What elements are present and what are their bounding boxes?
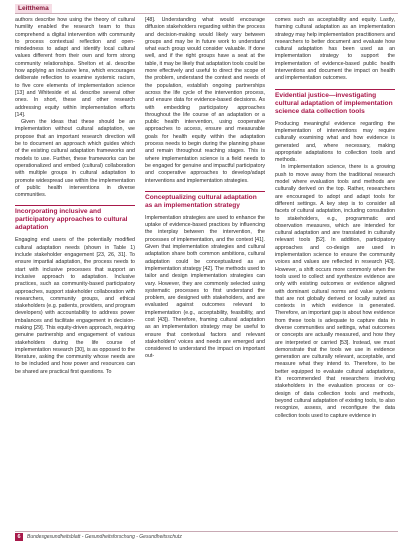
running-footer [0,531,413,543]
body-paragraph: Implementation strategies are used to enhance the uptake of evidence-based practices by influencing the interplay between the intervention, the processes of implementation, and the context [41]. Given that implementation strategies and cultural adaptation share both common ambitions, cultural adaptation could be conceptualized as an implementation strategy [42]. The methods used to tailor and design implementation strategies can vary. However, they are commonly selected using systematic processes to first understand the problem, are designed with stakeholders, and are evaluated against outcomes relevant to implementation (e.g., acceptability, feasibility, and cost [43]). Therefore, framing cultural adaptation as an implementation strategy may be useful to ensure that contextual factors and relevant stakeholders' voices and needs are emerged and considered to understand the impact on important out- [145,214,265,360]
body-paragraph: comes such as acceptability and equity. Lastly, framing cultural adaptation as an implementation strategy may help implementation practitioners and researchers to better document and evaluate how cultural adaptation has been used as an implementation strategy to support the implementation of evidence-based public health interventions and document the impact on health and implementation outcomes. [275,17,395,82]
column-middle [145,17,265,361]
body-paragraph: authors describe how using the theory of cultural humility enabled the research team to thus comprehend a digital intervention with community to process contextual reflection and open-mindedness to adapt and identify local cultural values different from their own and form strong community relationships. Shelton et al. describe how applying an inclusive lens, which encourages deliberate reflection to examine systemic racism, to five core elements of implementation science [13] and Whiteside et al. describe several other ones. In short, these and other research addressing equity within implementation efforts [14]. [15,17,135,118]
section-heading: Evidential justice—investigating cultural adaptation of implementation science data collection tools [275,89,395,118]
section-tag: Leitthema [15,4,52,13]
journal-name: Bundesgesundheitsblatt - Gesundheitsforschung - Gesundheitsschutz [27,534,182,540]
body-paragraph: In implementation science, there is a growing push to move away from the traditional research model where evaluation tools and methods are culturally derived on the top. Rather, researchers are encouraged to adopt and adapt tools for different settings. A key step is to consider all facets of cultural adaptation, including consultation to stakeholders, e.g., programmatic and observation measures, which are intended for cultural adaptation and are translated in culturally relevant tools [52]. In addition, participatory approaches and co-design are used in implementation science to ensure the community voices and values are reflected in research [43]. However, a shift occurs more commonly when the tools used to collect and synthesize evidence are only with existing outcomes or evidence aligned with dominant cultural norms and value systems that are not globally derived or locally suited as contexts in which evidence is generated. Therefore, an important gap is about how evidence from these tools is adequate to capture data in diverse communities and settings, what outcomes or concepts are actually measured, and how they are interpreted or carried [53]. Instead, we must demonstrate that the tools we use in evidence generation are culturally relevant, acceptable, and measure what they intend to. Therefore, to be better equipped to evaluate cultural adaptations, it's recommended that researchers involving stakeholders in the evaluation process or co-design of data collection tools and methods, beyond cultural adaptation of existing tools, to also recognize, assess, and reconfigure the data collection tools used to capture evidence in [275,164,395,419]
section-heading: Conceptualizing cultural adaptation as an implementation strategy [145,191,265,212]
body-paragraph: Given the ideas that these should be an implementation without cultural adaptation, we propose that an important research direction will be to document an approach which guides which of the existing cultural adaptation frameworks and models to use. Further, these frameworks can be operationalized and embed (cultural) collaboration with multiple groups in cultural adaptation to promote widespread use within the implementation of public health interventions in diverse communities. [15,119,135,199]
header-rule [15,13,398,14]
body-paragraph: [48]. Understanding what would encourage diffusion stakeholders regarding within the process and decision-making would likely vary between groups and may be in future work to understand what each group would consider valuable. If done well, and if the right groups have a seat at the table, it may be likely that adaptation tools could be more effectively and useful to direct the scope of the problem, understand the context and needs of the population, establish ongoing partnerships across the life cycle of the intervention process, and ensure data for evidence-based decisions. As with embedding participatory approaches throughout the life course of an adaptation or a public health intervention, using cooperative approaches to access, ensure and measurable goals for health equity within the adaptation process needs to begin during the planning phase and remain throughout reaching stages. This is where implementation science is a field needs to be engaged for genuine and impactful participatory and cooperative approaches to develop/adapt interventions and implementation strategies. [145,17,265,184]
section-heading: Incorporating inclusive and participatory approaches to cultural adaptation [15,205,135,234]
body-paragraph: Producing meaningful evidence regarding the implementation of interventions may require culturally examining what and how evidence is generated and, where necessary, making appropriate adaptations to collection tools and methods. [275,120,395,164]
footer-rule [15,531,398,532]
running-header [0,2,413,12]
page-number: 6 [15,533,23,541]
column-right [275,17,395,420]
column-left [15,17,135,376]
body-paragraph: Engaging end users of the potentially modified cultural adaptation needs (shown in Table 1) include stakeholder engagement [23, 26, 31]. To ensure impartial adaptation, the process needs to start with inclusive processes that support an inclusive approach to adaptation. Inclusive practices, such as community-based participatory approaches, support stakeholder collaboration with researchers, community groups, and ethical stakeholders (e.g. patients, providers, and program developers) with accountability to address power imbalances and facilitate engagement in decision-making [29]. This equity-driven approach, requiring genuine partnership and engagement of various stakeholders during the life course of implementation research [30], is as opposed to the literature, asking the community whose needs are to be included and how power and resources can be shared are practical first questions. To [15,237,135,375]
